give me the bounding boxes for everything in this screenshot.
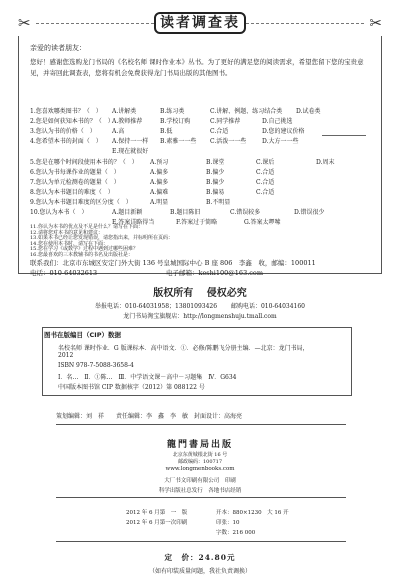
report-phone: 举报电话：010-64031958；13801093426 [95, 303, 218, 310]
publisher-address: 北京东黄城根北街 16 号 [172, 452, 228, 458]
question-text: 1.您喜欢哪类图书？（ ） [30, 108, 102, 115]
open-question [30, 252, 374, 258]
contact-email: 电子邮箱：keshi100@163.com [166, 269, 263, 277]
format-line: 开本：880×1230 大 16 开 [216, 510, 289, 516]
rights-text: 侵权必究 [206, 288, 247, 299]
divider [56, 424, 346, 425]
answer-option[interactable]: B.低 [160, 128, 173, 135]
answer-option[interactable]: A.明显 [150, 199, 169, 206]
intro-paragraph: 您好！感谢您选购龙门书局的《名校名师 课时作业本》丛书。为了更好的满足您的阅读需求，希望您留下您的宝贵意见，并寄回此调查表，您将有机会免费获得龙门书局出版的其他图书。 [30, 58, 364, 77]
answer-option[interactable]: B.题目陈旧 [170, 209, 201, 216]
divider [56, 541, 346, 542]
answer-option[interactable]: B.学校订购 [160, 118, 191, 125]
cip-line: 中国版本图书馆 CIP 数据核字（2012）第 088122 号 [58, 384, 205, 391]
contact-address: 联系我们：北京市东城区安定门外大街 136 号皇城国际中心 B 座 806 李鑫 收，邮编：100011 [30, 259, 316, 267]
shop-url: 龙门书局淘宝旗舰店：http://longmenshuju.tmall.com [123, 313, 277, 320]
answer-option[interactable]: A.教师推荐 [112, 118, 143, 125]
answer-option[interactable]: B.练习类 [160, 108, 185, 115]
greeting: 亲爱的读者朋友： [30, 44, 86, 52]
answer-option[interactable]: A.偏难 [150, 189, 169, 196]
answer-option[interactable]: D.周末 [316, 159, 335, 166]
cut-line [36, 23, 154, 24]
answer-option[interactable]: C.错误较多 [230, 209, 261, 216]
survey-header [0, 10, 400, 36]
answer-option[interactable]: B.偏少 [206, 179, 225, 186]
question-text: 4.您希望本书的封面（ ） [30, 138, 102, 145]
price: 定 价：24.80元 [164, 553, 236, 562]
answer-option[interactable]: C.课后 [256, 159, 275, 166]
answer-option[interactable]: B.素雅一一些 [160, 138, 197, 145]
open-question-text: 15.您在学习《或数学》过程中遇到过哪些困难？ [30, 246, 138, 252]
answer-option[interactable]: C.合适 [210, 128, 229, 135]
answer-option[interactable]: A.高 [112, 128, 125, 135]
open-question-text: 12.请将您对本书的意见和建议： [30, 229, 103, 236]
cip-line: ISBN 978-7-5088-3658-4 [58, 362, 134, 369]
answer-option[interactable]: E.现在就很好 [112, 148, 149, 155]
answer-option[interactable]: D.错误很少 [294, 209, 325, 216]
credits: 策划编辑：刘 祥 责任编辑：李 鑫 李 敏 封面设计：高海亮 [56, 413, 243, 420]
open-question-text: 16.您最喜欢的三本教辅书的书名及出版社是： [30, 251, 133, 258]
answer-option[interactable]: D.试卷类 [296, 108, 321, 115]
question-text: 3.您认为书的价格（ ） [30, 128, 96, 135]
answer-option[interactable]: F.答案过于简略 [176, 219, 218, 226]
scissors-icon: ✂ [369, 14, 382, 32]
answer-option[interactable]: A.偏多 [150, 179, 169, 186]
sheet-count: 印张：10 [216, 520, 240, 526]
answer-option[interactable]: B.偏少 [206, 169, 225, 176]
answer-option[interactable]: C.同学推荐 [210, 118, 241, 125]
cip-line: 名校名师 课时作业．G 版课标本．高中语文．①．必修/陈鹏飞分册主编．—北京：龙门书局， [58, 345, 309, 352]
answer-blank[interactable] [322, 135, 366, 136]
answer-option[interactable]: B.课堂 [206, 159, 225, 166]
divider [56, 497, 346, 498]
answer-option[interactable]: A.题目新颖 [112, 209, 143, 216]
answer-option[interactable]: D.您的建议价格 [262, 128, 305, 135]
cut-line [246, 23, 364, 24]
mail-order-phone: 邮购电话：010-64034160 [230, 303, 305, 310]
question-text: 6.您认为书每课作业的题量（ ） [30, 169, 120, 176]
answer-option[interactable]: C.合适 [256, 169, 275, 176]
answer-option[interactable]: A.保持一一样 [112, 138, 149, 145]
open-question-text: 14.您在使用本书时，请写在下面： [30, 240, 108, 247]
answer-option[interactable]: C.合适 [256, 179, 275, 186]
answer-option[interactable]: C.合适 [256, 189, 275, 196]
quality-note: （如有印装质量问题，我社负责调换） [148, 568, 251, 575]
answer-option[interactable]: B.不明显 [206, 199, 231, 206]
scissors-icon: ✂ [18, 14, 31, 32]
question-text: 9.您认为本书题目难度的区分度（ ） [30, 199, 132, 206]
answer-option[interactable]: B.偏易 [206, 189, 225, 196]
answer-option[interactable]: G.答案太啰嗦 [244, 219, 281, 226]
answer-option[interactable]: E.答案详略得当 [112, 219, 155, 226]
question-text: 7.您认为单元检测卷的题量（ ） [30, 179, 120, 186]
cip-heading: 图书在版编目（CIP）数据 [44, 331, 121, 339]
open-question-text: 11.你认为本书的优点及不足是什么？请写在下面： [30, 224, 143, 230]
question-text: 2.您是如何获知本书的？（ ） [30, 118, 114, 125]
answer-option[interactable]: A.讲解类 [112, 108, 137, 115]
question-text: 5.您是在哪个时间段使用本书的？（ ） [30, 159, 138, 166]
answer-option[interactable]: A.预习 [150, 159, 169, 166]
printer: 大厂书文印刷有限公司 印刷 [164, 478, 236, 484]
answer-option[interactable]: D.自己挑选 [262, 118, 293, 125]
question-text: 10.您认为本书（ ） [30, 209, 88, 216]
cip-line: 2012 [58, 352, 74, 359]
survey-title: 读者调查表 [154, 12, 246, 34]
publisher: 龍門書局出版 [166, 440, 233, 450]
publisher-website: www.longmenbooks.com [165, 466, 235, 472]
distributor: 科学出版社总发行 各地书店经销 [158, 488, 242, 494]
contact-info [30, 268, 263, 277]
answer-option[interactable]: C.讲解、例题、练习结合类 [210, 108, 283, 115]
edition-line: 2012 年 6 月第一次印刷 [126, 520, 188, 526]
rights-notice [0, 284, 400, 299]
cip-line: Ⅰ．名… Ⅱ．①陈… Ⅲ．中学语文课－高中－习题集 Ⅳ．G634 [58, 374, 237, 381]
answer-option[interactable]: C.活泼一一些 [210, 138, 247, 145]
answer-option[interactable]: D.大方一一些 [262, 138, 299, 145]
phone-line [0, 301, 400, 310]
open-question-text: 13.如果本书已经让您发现错误，请您指出来，并标明所在页码： [30, 235, 173, 241]
rights-text: 版权所有 [153, 288, 194, 299]
answer-option[interactable]: A.偏多 [150, 169, 169, 176]
publisher-zip: 邮政编码：100717 [177, 459, 223, 465]
question-text: 8.您认为本书题目的难度（ ） [30, 189, 114, 196]
word-count: 字数：216 000 [216, 530, 256, 536]
edition-line: 2012 年 6 月第 一 版 [126, 510, 188, 516]
contact-phone: 电话：010-64032613 [30, 269, 98, 277]
